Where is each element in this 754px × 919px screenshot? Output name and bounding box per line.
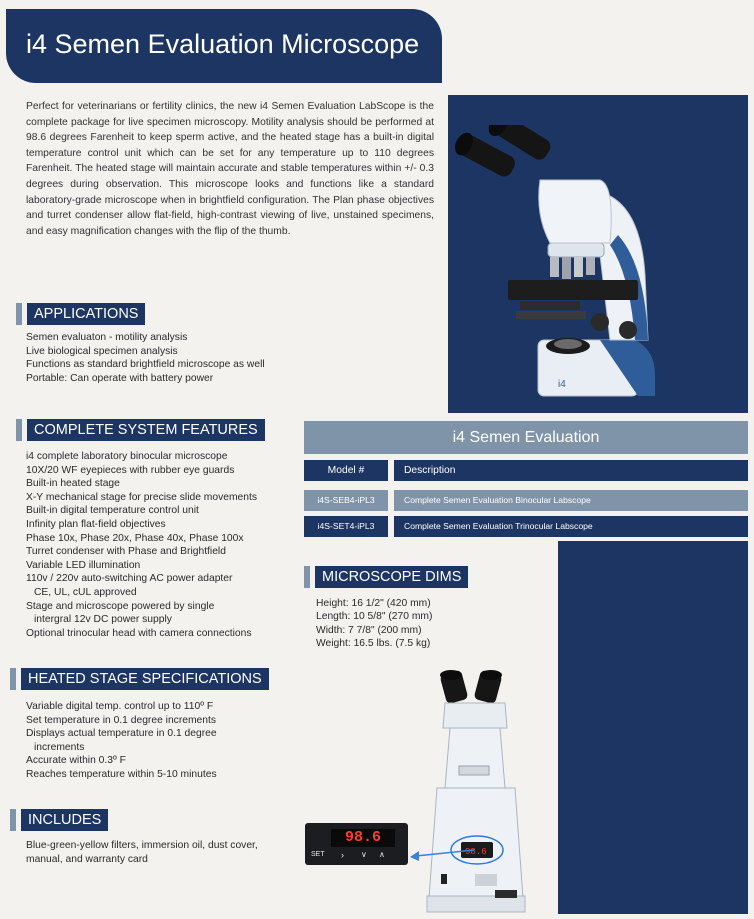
intro-paragraph: Perfect for veterinarians or fertility clinics, the new i4 Semen Evaluation LabScope is the complete package for live specimen microscopy. Motility analysis should be performed at 98.6 degrees Farenheit to keep sperm active, and the heated stage has a built-in digital temperature control unit which can be set for any temperature up to 110 degrees Farenheit. The heated stage will maintain accurate and stable temperatures within +/- 0.3 degrees during observation. This microscope looks and functions like a standard laboratory-grade microscope when in brightfield configuration. The Plan phase objectives and turret condenser allow flat-field, high-contrast viewing of live, unstained specimens, and easy magnification changes with the flip of the thumb. [26,101,434,237]
controller-display: 98.6 [331,829,395,847]
microscope-rear-photo [415,668,550,916]
list-item: Width: 7 7/8" (200 mm) [316,624,422,636]
list-item: Length: 10 5/8" (270 mm) [316,611,433,623]
cell-model: i4S-SEB4-iPL3 [304,490,388,511]
header-description: Description [394,460,748,481]
cell-description: Complete Semen Evaluation Trinocular Labscope [394,516,748,537]
controller-right-icon: › [341,850,344,860]
list-item: i4 complete laboratory binocular microscope [26,451,228,462]
list-item: Infinity plan flat-field objectives [26,518,166,530]
list-item: Variable LED illumination [26,559,141,571]
list-item: Blue-green-yellow filters, immersion oil, dust cover, [26,840,258,851]
list-item: Height: 16 1/2" (420 mm) [316,598,431,609]
list-item: manual, and warranty card [26,853,148,865]
table-row [304,490,748,511]
includes-heading-label: INCLUDES [21,809,108,831]
model-table-header [304,460,748,481]
table-row [304,516,748,537]
header-model: Model # [304,460,388,481]
list-item: Weight: 16.5 lbs. (7.5 kg) [316,638,431,650]
features-heading-label: COMPLETE SYSTEM FEATURES [27,419,265,441]
dims-list [316,597,432,651]
list-item: Built-in heated stage [26,478,120,490]
features-list [26,450,257,640]
temperature-controller [305,823,408,865]
list-item: Built-in digital temperature control unit [26,505,199,517]
includes-list [26,839,258,866]
list-item: CE, UL, cUL approved [34,586,137,598]
microscope-photo [450,125,680,410]
list-item: Reaches temperature within 5-10 minutes [26,768,217,780]
title-banner [6,9,442,83]
svg-text:i4: i4 [558,379,566,390]
list-item: Stage and microscope powered by single [26,600,215,612]
list-item: Phase 10x, Phase 20x, Phase 40x, Phase 100x [26,532,244,544]
heated-stage-heading-label: HEATED STAGE SPECIFICATIONS [21,668,269,690]
page-title: i4 Semen Evaluation Microscope [26,29,420,59]
list-item: Variable digital temp. control up to 110º F [26,701,214,712]
navy-panel-bottom [558,541,748,914]
controller-up-icon: ∧ [379,850,385,859]
cell-model: i4S-SET4-iPL3 [304,516,388,537]
list-item: increments [34,741,85,753]
controller-down-icon: ∨ [361,850,367,859]
list-item: Semen evaluaton - motility analysis [26,332,188,343]
svg-text:98.6: 98.6 [465,847,487,857]
applications-heading-label: APPLICATIONS [27,303,145,325]
list-item: Optional trinocular head with camera connections [26,627,252,639]
list-item: Accurate within 0.3º F [26,755,126,767]
dims-heading-label: MICROSCOPE DIMS [315,566,468,588]
list-item: X-Y mechanical stage for precise slide movements [26,491,258,503]
list-item: Live biological specimen analysis [26,345,178,357]
list-item: 110v / 220v auto-switching AC power adapter [26,573,233,585]
list-item: 10X/20 WF eyepieces with rubber eye guards [26,464,235,476]
callout-arrow [408,842,478,862]
list-item: Displays actual temperature in 0.1 degree [26,728,217,740]
controller-set-label: SET [311,851,325,858]
heated-stage-list [26,700,217,782]
cell-description: Complete Semen Evaluation Binocular Labscope [394,490,748,511]
list-item: Portable: Can operate with battery power [26,372,214,384]
list-item: Functions as standard brightfield microscope as well [26,359,265,371]
list-item: intergral 12v DC power supply [34,614,172,626]
applications-list [26,331,265,385]
list-item: Set temperature in 0.1 degree increments [26,714,217,726]
list-item: Turret condenser with Phase and Brightfield [26,546,226,558]
model-table-title: i4 Semen Evaluation [304,421,748,454]
